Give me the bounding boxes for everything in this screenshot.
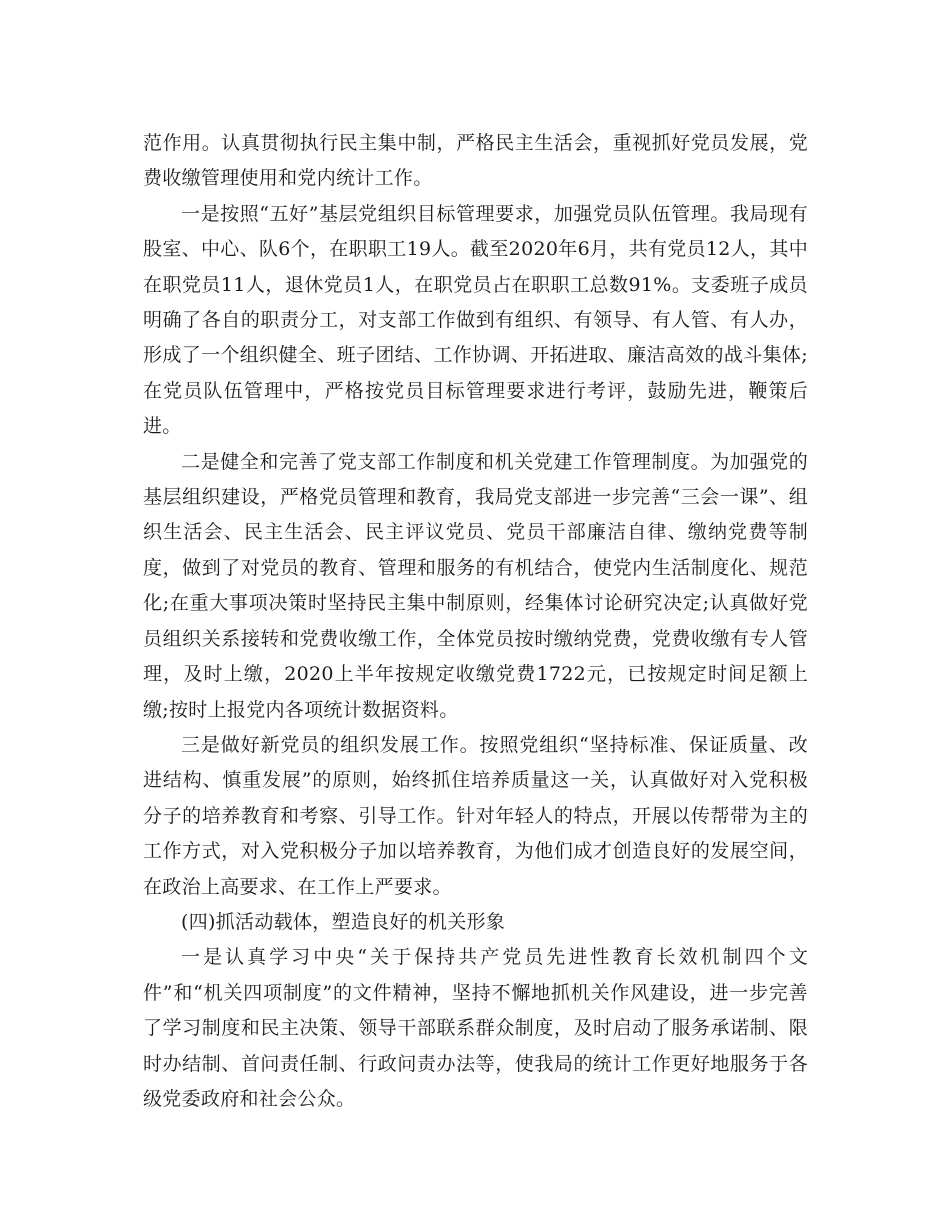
paragraph-party-team-management: 一是按照“五好”基层党组织目标管理要求，加强党员队伍管理。我局现有股室、中心、队6个，在职职工19人。截至2020年6月，共有党员12人，其中在职党员11人，退休党员1人，在职党员占在职职工总数91%。支委班子成员明确了各自的职责分工，对支部工作做到有组织、有领导、有人管、有人办，形成了一个组织健全、班子团结、工作协调、开拓进取、廉洁高效的战斗集体;在党员队伍管理中，严格按党员目标管理要求进行考评，鼓励先进，鞭策后进。 — [143, 202, 808, 438]
paragraph-new-member-development: 三是做好新党员的组织发展工作。按照党组织“坚持标准、保证质量、改进结构、慎重发展”的原则，始终抓住培养质量这一关，认真做好对入党积极分子的培养教育和考察、引导工作。针对年轻人的特点，开展以传帮带为主的工作方式，对入党积极分子加以培养教育，为他们成才创造良好的发展空间，在政治上高要求、在工作上严要求。 — [143, 733, 808, 898]
paragraph-central-documents-study: 一是认真学习中央“关于保持共产党员先进性教育长效机制四个文件”和“机关四项制度”的文件精神，坚持不懈地抓机关作风建设，进一步完善了学习制度和民主决策、领导干部联系群众制度，及时启动了服务承诺制、限时办结制、首问责任制、行政问责办法等，使我局的统计工作更好地服务于各级党委政府和社会公众。 — [143, 946, 808, 1110]
paragraph-continuation: 范作用。认真贯彻执行民主集中制，严格民主生活会，重视抓好党员发展，党费收缴管理使用和党内统计工作。 — [143, 132, 808, 190]
document-body — [143, 126, 808, 1117]
section-heading-activity-carrier: (四)抓活动载体，塑造良好的机关形象 — [181, 910, 506, 933]
paragraph-branch-work-system: 二是健全和完善了党支部工作制度和机关党建工作管理制度。为加强党的基层组织建设，严格党员管理和教育，我局党支部进一步完善“三会一课”、组织生活会、民主生活会、民主评议党员、党员干部廉洁自律、缴纳党费等制度，做到了对党员的教育、管理和服务的有机结合，使党内生活制度化、规范化;在重大事项决策时坚持民主集中制原则，经集体讨论研究决定;认真做好党员组织关系接转和党费收缴工作，全体党员按时缴纳党费，党费收缴有专人管理，及时上缴，2020上半年按规定收缴党费1722元，已按规定时间足额上缴;按时上报党内各项统计数据资料。 — [143, 450, 808, 721]
